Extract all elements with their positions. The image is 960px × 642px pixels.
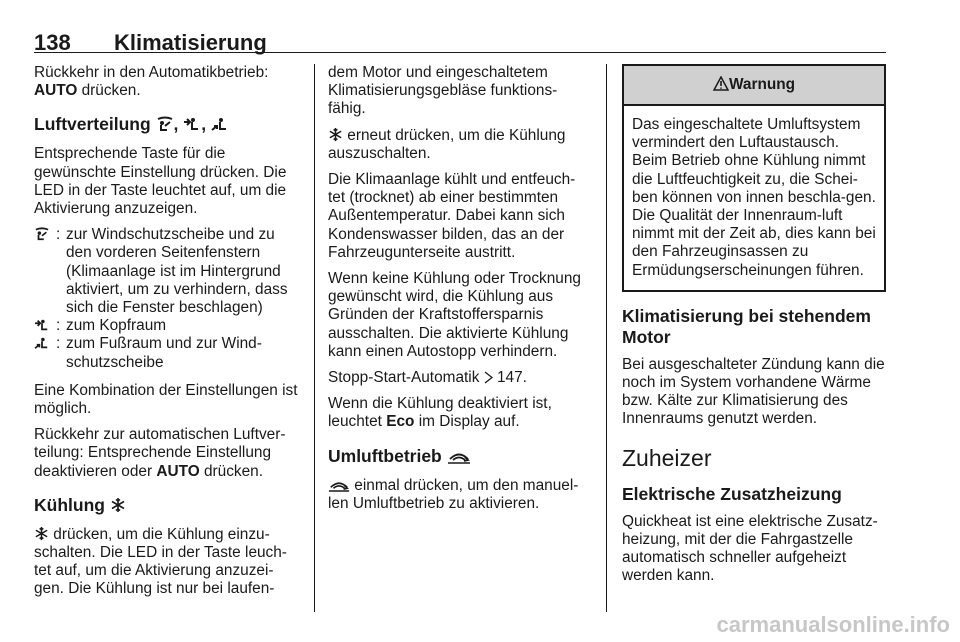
auto-return-paragraph: Rückkehr in den Automatikbetrieb: AUTO drücken. <box>34 64 269 100</box>
eco-text: Wenn die Kühlung deaktiviert ist, leuchtet Eco im Display auf. <box>328 395 552 431</box>
recirculation-icon <box>328 479 350 492</box>
snowflake-icon <box>34 526 49 541</box>
electric-heater-text: Quickheat ist eine elektrische Zusatz-heizung, mit der die Fahrgastzelle automatisch schneller aufgeheizt werden kann. <box>622 512 878 585</box>
watermark: carmanualsonline.info <box>716 612 950 637</box>
air-distribution-text: Entsprechende Taste für die gewünschte Einstellung drücken. Die LED in der Taste leuchtet auf, um die Aktivierung anzuzeigen. <box>34 145 287 218</box>
recirculation-icon <box>447 450 471 464</box>
stationary-text: Bei ausgeschalteter Zündung kann die noch im System vorhandene Wärme bzw. Kälte zur Klimatisierung des Innenraums genutzt werden. <box>622 355 885 428</box>
warning-triangle-icon <box>713 76 729 91</box>
warning-header <box>624 66 884 106</box>
snowflake-icon <box>328 127 343 142</box>
column-3 <box>622 64 886 593</box>
page-header <box>34 0 886 56</box>
auto-label: AUTO <box>156 462 200 480</box>
eco-label: Eco <box>386 413 415 431</box>
column-divider-2 <box>606 64 607 612</box>
combination-text: Eine Kombination der Einstellungen ist möglich. <box>34 381 298 418</box>
column-divider-1 <box>314 64 315 612</box>
cooling-heading: Kühlung <box>34 495 302 516</box>
fuel-saving-text: Wenn keine Kühlung oder Trocknung gewünscht wird, die Kühlung aus Gründen der Kraftstoffersparnis ausschalten. Die aktivierte Kühlung kann einen Autostopp verhindern. <box>328 270 581 360</box>
foot-vent-icon <box>34 336 50 350</box>
air-distribution-definitions: : zur Windschutzscheibe und zu den vorderen Seitenfenstern (Klimaanlage ist im Hintergrund aktiviert, um zu verhindern, dass sich die Fenster beschlagen) : zum Kopfraum : zum Fußraum und zur Wind-schutzscheibe <box>34 226 302 372</box>
page-reference-arrow-icon <box>484 371 493 384</box>
auto-distribution-text: Rückkehr zur automatischen Luftver-teilung: Entsprechende Einstellung deaktivieren oder AUTO drücken. <box>34 426 286 480</box>
chapter-title: Klimatisierung <box>114 30 267 55</box>
warning-title: Warnung <box>728 76 796 93</box>
windscreen-vent-icon <box>156 116 174 132</box>
zuheizer-heading: Zuheizer <box>622 444 712 471</box>
definition-windscreen: zur Windschutzscheibe und zu den vorderen Seitenfenstern (Klimaanlage ist im Hintergrund aktiviert, um zu verhindern, dass sich die Fenster beschlagen) <box>66 226 288 317</box>
recirculation-text: einmal drücken, um den manuel-len Umluftbetrieb zu aktivieren. <box>328 476 579 512</box>
definition-foot: zum Fußraum und zur Wind-schutzscheibe <box>66 335 262 371</box>
auto-label: AUTO <box>34 82 78 100</box>
column-1 <box>34 64 302 607</box>
electric-heater-heading: Elektrische Zusatzheizung <box>622 483 842 504</box>
cooling-continued: dem Motor und eingeschaltetem Klimatisierungsgebläse funktions-fähig. <box>328 64 558 118</box>
head-vent-icon <box>34 318 50 332</box>
stationary-heading: Klimatisierung bei stehendem Motor <box>622 305 871 347</box>
recirculation-heading: Umluftbetrieb <box>328 446 592 467</box>
cooling-off-text: erneut drücken, um die Kühlung auszuschalten. <box>328 126 566 162</box>
column-2 <box>328 64 592 521</box>
foot-vent-icon <box>211 116 229 132</box>
stop-start-reference: Stopp-Start-Automatik 147. <box>328 369 527 387</box>
warning-text: Das eingeschaltete Umluftsystem vermindert den Luftaustausch. Beim Betrieb ohne Kühlung nimmt die Luftfeuchtigkeit zu, die Schei-ben können von innen beschla-gen. Die Qualität der Innenraum-luft nimmt mit der Zeit ab, dies kann bei den Fahrzeuginsassen zu Ermüdungserscheinungen führen. <box>632 116 876 279</box>
dehumidify-text: Die Klimaanlage kühlt und entfeuch-tet (trocknet) ab einer bestimmten Außentemperatur. Dabei kann sich Kondenswasser bilden, das an der Fahrzeugunterseite austritt. <box>328 171 576 261</box>
page-number: 138 <box>34 30 71 55</box>
header-rule <box>34 52 886 53</box>
warning-box <box>622 64 886 292</box>
air-distribution-heading: Luftverteilung , , <box>34 114 302 135</box>
snowflake-icon <box>110 497 126 513</box>
definition-head: zum Kopfraum <box>66 317 167 335</box>
windscreen-vent-icon <box>34 227 50 241</box>
head-vent-icon <box>183 116 201 132</box>
cooling-text: drücken, um die Kühlung einzu-schalten. Die LED in der Taste leuch-tet auf, um die Aktivierung anzuzei-gen. Die Kühlung ist nur bei laufen- <box>34 525 287 598</box>
